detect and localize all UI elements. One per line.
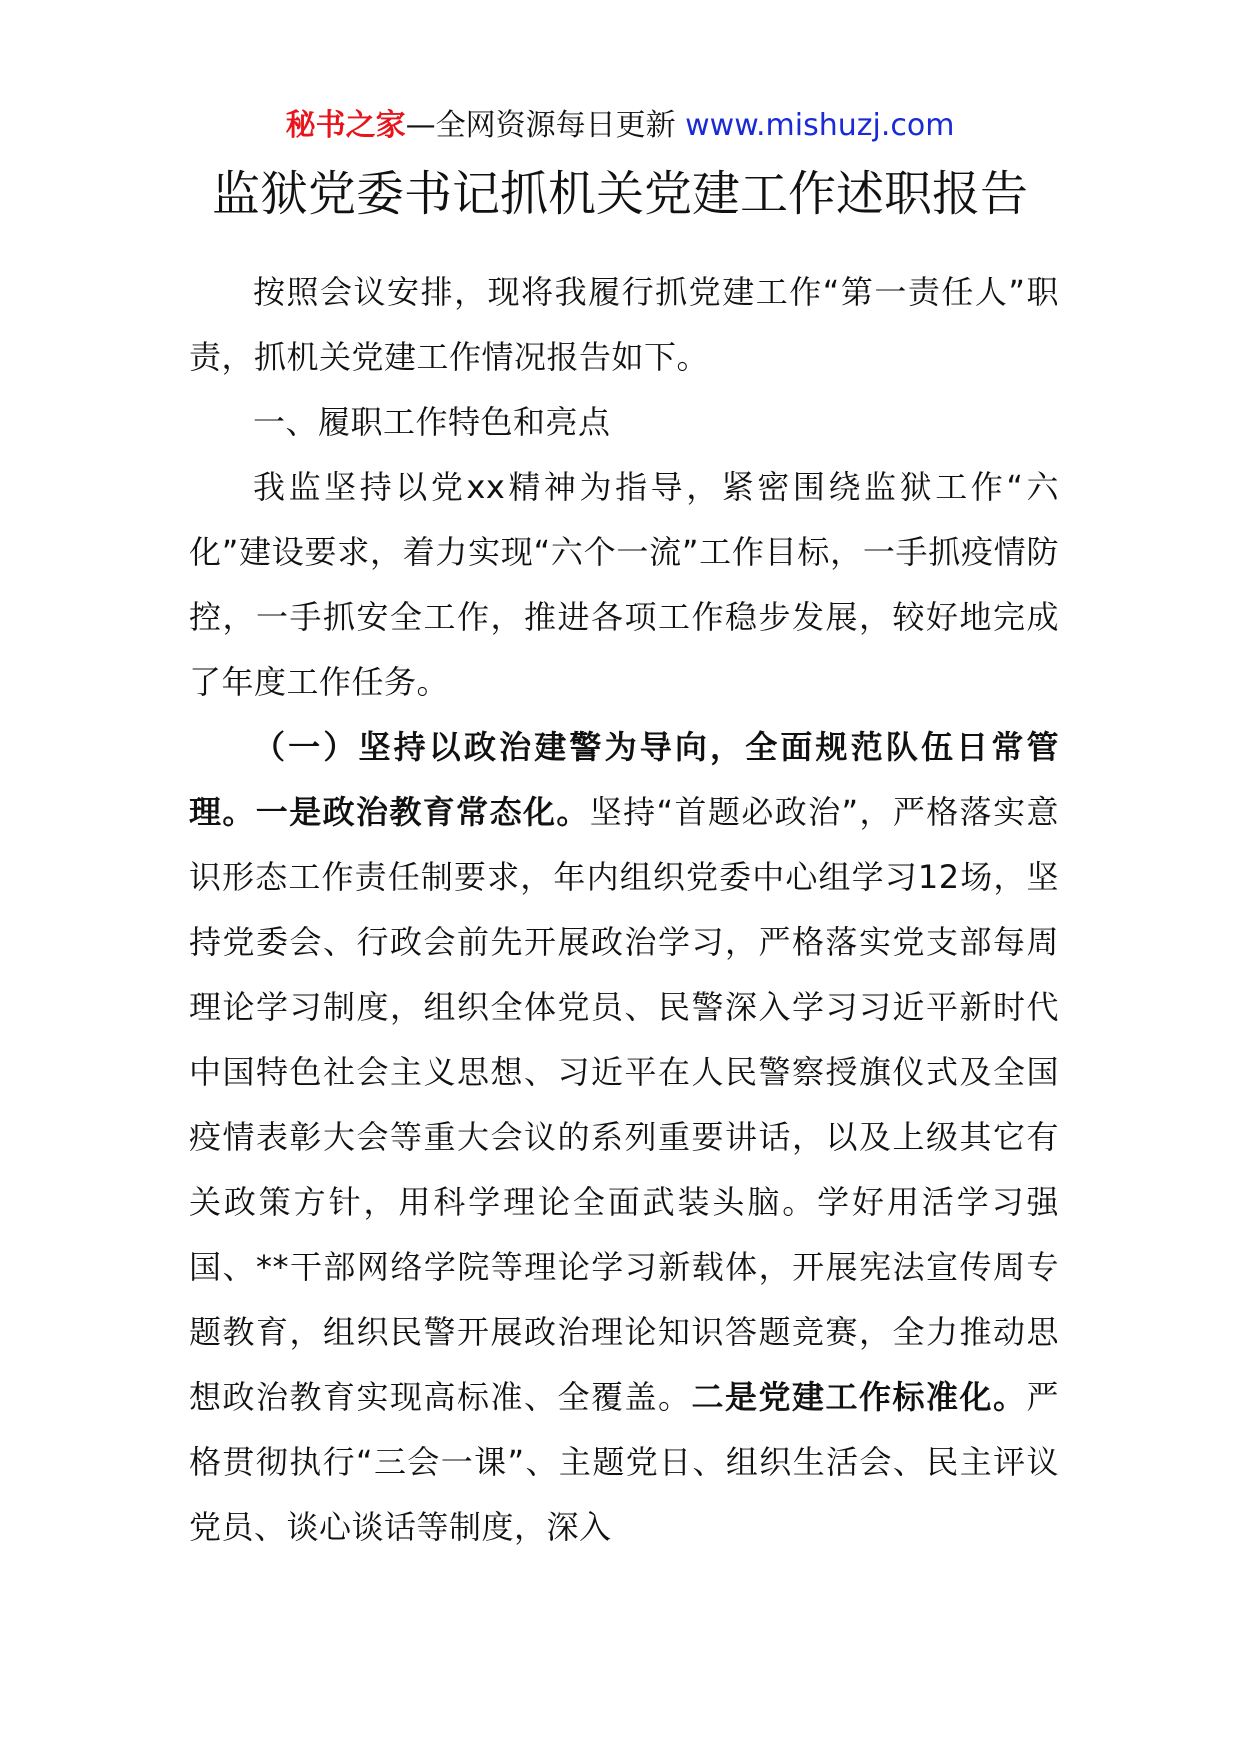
point-two-label: 二是党建工作标准化。 bbox=[691, 1378, 1027, 1416]
header-tagline: —全网资源每日更新 bbox=[405, 108, 676, 143]
point-one-label: 一是政治教育常态化。 bbox=[255, 793, 590, 831]
document-body bbox=[189, 260, 1059, 1560]
document-title: 监狱党委书记抓机关党建工作述职报告 bbox=[211, 166, 1028, 222]
section-heading: 一、履职工作特色和亮点 bbox=[253, 403, 611, 441]
site-url-link[interactable]: www.mishuzj.com bbox=[685, 108, 955, 143]
section-paragraph: 我监坚持以党xx精神为指导，紧密围绕监狱工作“六化”建设要求，着力实现“六个一流”工作目标，一手抓疫情防控，一手抓安全工作，推进各项工作稳步发展，较好地完成了年度工作任务。 bbox=[189, 468, 1059, 701]
intro-paragraph: 按照会议安排，现将我履行抓党建工作“第一责任人”职责，抓机关党建工作情况报告如下。 bbox=[189, 273, 1059, 376]
site-header bbox=[0, 104, 1240, 148]
brand-name: 秘书之家 bbox=[285, 108, 406, 143]
subsection-paragraph bbox=[189, 715, 1059, 1560]
point-two-text: 严格贯彻执行“三会一课”、主题党日、组织生活会、民主评议党员、谈心谈话等制度，深入 bbox=[189, 1378, 1059, 1546]
subsection-heading: （一）坚持以政治建警为导向，全面规范队伍日常管理。 bbox=[189, 728, 1059, 831]
point-one-text: 坚持“首题必政治”，严格落实意识形态工作责任制要求，年内组织党委中心组学习12场，坚持党委会、行政会前先开展政治学习，严格落实党支部每周理论学习制度，组织全体党员、民警深入学习习近平新时代中国特色社会主义思想、习近平在人民警察授旗仪式及全国疫情表彰大会等重大会议的系列重要讲话，以及上级其它有关政策方针，用科学理论全面武装头脑。学好用活学习强国、**干部网络学院等理论学习新载体，开展宪法宣传周专题教育，组织民警开展政治理论知识答题竞赛，全力推动思想政治教育实现高标准、全覆盖。 bbox=[189, 793, 1059, 1416]
